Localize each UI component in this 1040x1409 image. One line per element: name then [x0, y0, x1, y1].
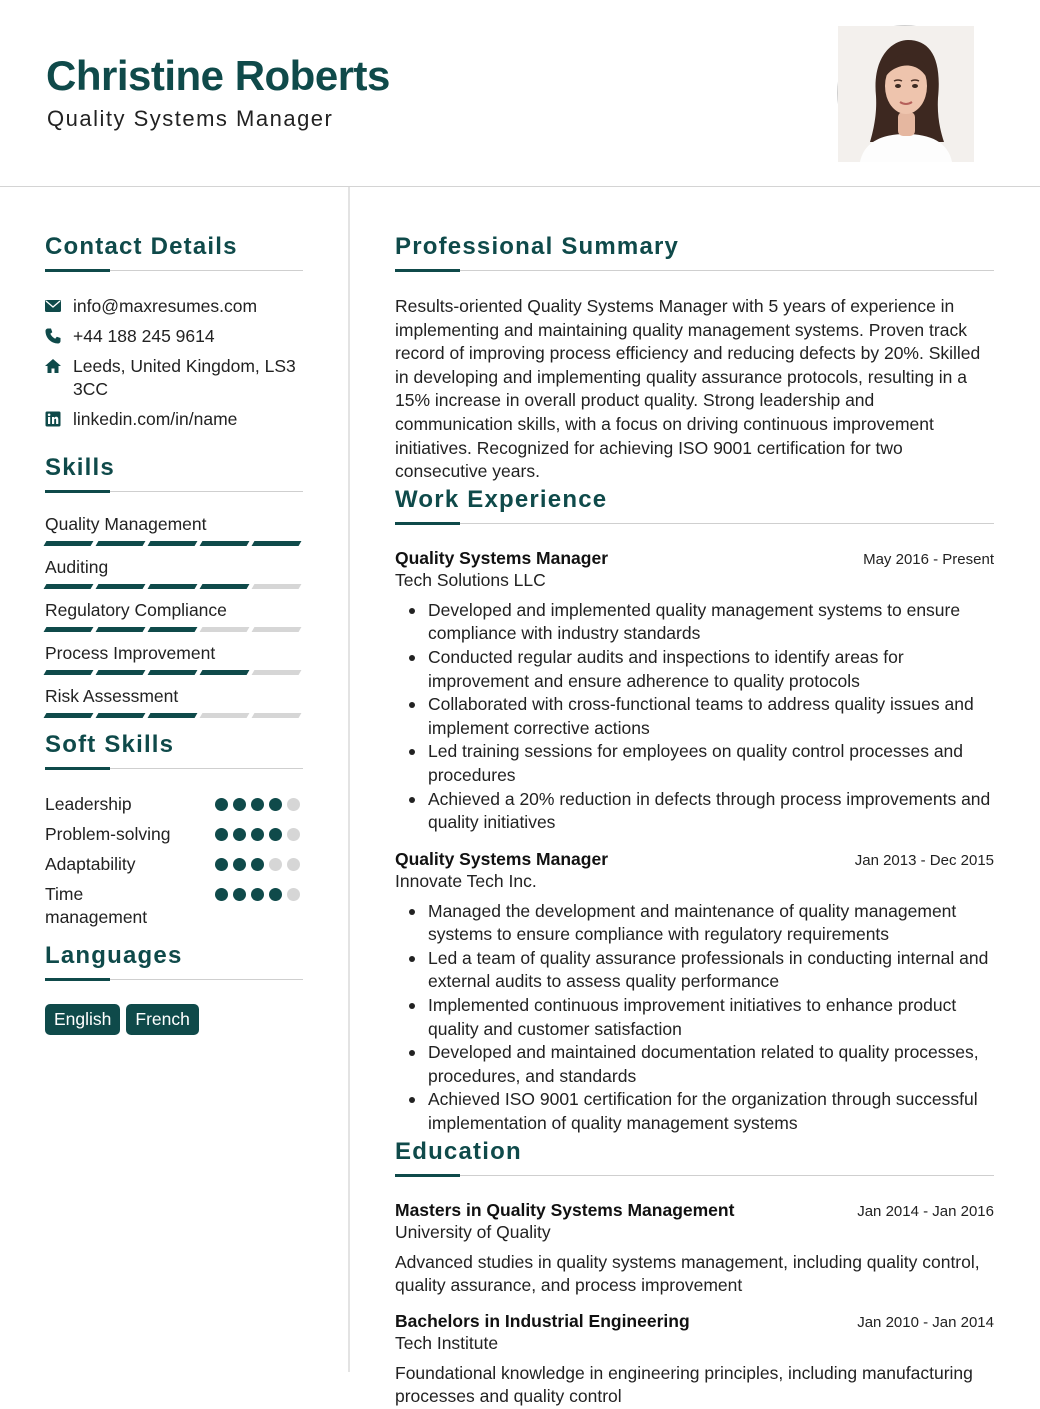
skill-item [45, 600, 303, 643]
soft-skill-dots [215, 793, 300, 816]
languages-list [45, 1004, 303, 1035]
skill-level-segment [96, 627, 146, 632]
contact-email-text: info@maxresumes.com [73, 296, 258, 316]
section-rule [395, 516, 994, 524]
job-company: Tech Solutions LLC [395, 569, 546, 590]
education-date: Jan 2014 - Jan 2016 [857, 1202, 994, 1220]
skill-level-segment [252, 627, 302, 632]
job-entry [395, 548, 994, 835]
job-title: Quality Systems Manager [395, 848, 608, 869]
job-bullet: Achieved ISO 9001 certification for the organization through successful implementation of quality management systems [395, 1088, 994, 1135]
skill-level-dot [269, 798, 282, 811]
skill-level-dot [287, 888, 300, 901]
skill-name: Quality Management [45, 514, 207, 534]
email-icon [45, 295, 73, 318]
job-title: Quality Systems Manager [395, 547, 608, 568]
skill-level-segment [252, 670, 302, 675]
skills-heading: Skills [45, 454, 115, 481]
soft-skill-item [45, 793, 303, 816]
language-badge: French [126, 1004, 198, 1035]
job-entry [395, 849, 994, 1136]
skill-level-dot [287, 858, 300, 871]
school-name: University of Quality [395, 1221, 551, 1242]
skill-item [45, 514, 303, 557]
skill-level-segment [200, 713, 250, 718]
contact-list [45, 295, 303, 431]
candidate-name: Christine Roberts [46, 52, 390, 99]
contact-linkedin[interactable] [45, 408, 303, 431]
skill-level-segment [148, 713, 198, 718]
job-company: Innovate Tech Inc. [395, 870, 537, 891]
skill-level-dot [233, 888, 246, 901]
skill-level-dot [269, 858, 282, 871]
job-bullet: Achieved a 20% reduction in defects through process improvements and quality initiatives [395, 788, 994, 835]
language-badge: English [45, 1004, 120, 1035]
soft-skill-name: Leadership [45, 794, 132, 814]
contact-linkedin-text: linkedin.com/in/name [73, 409, 238, 429]
skill-name: Process Improvement [45, 643, 216, 663]
section-rule [45, 761, 303, 769]
skill-level-segment [252, 541, 302, 546]
soft-skill-dots [215, 823, 300, 846]
job-bullet: Implemented continuous improvement initiatives to enhance product quality and customer satisfaction [395, 994, 994, 1041]
skill-level-dot [215, 888, 228, 901]
skill-level-segment [148, 670, 198, 675]
candidate-title: Quality Systems Manager [47, 106, 334, 131]
skill-level-dot [269, 828, 282, 841]
section-rule [45, 484, 303, 492]
skill-level-segment [44, 713, 94, 718]
job-bullet: Led training sessions for employees on quality control processes and procedures [395, 740, 994, 787]
skill-level-segment [148, 541, 198, 546]
home-icon [45, 355, 73, 401]
skill-level-dot [215, 798, 228, 811]
skill-level-dot [287, 798, 300, 811]
degree-title: Bachelors in Industrial Engineering [395, 1310, 690, 1331]
job-bullet: Conducted regular audits and inspections to identify areas for improvement and ensure adherence to quality protocols [395, 646, 994, 693]
skill-item [45, 643, 303, 686]
job-bullets [395, 900, 994, 1136]
experience-heading: Work Experience [395, 485, 608, 513]
skill-level-dot [215, 858, 228, 871]
job-bullet: Developed and implemented quality management systems to ensure compliance with industry standards [395, 599, 994, 646]
job-bullet: Managed the development and maintenance of quality management systems to ensure compliance with regulatory requirements [395, 900, 994, 947]
skill-level-dot [251, 798, 264, 811]
soft-skill-name: Time management [45, 884, 148, 927]
soft-skills-list [45, 793, 303, 929]
soft-skill-name: Adaptability [45, 854, 136, 874]
linkedin-icon [45, 408, 73, 431]
skill-level-dot [287, 828, 300, 841]
contact-phone[interactable] [45, 325, 303, 348]
soft-skill-item [45, 823, 303, 846]
main-content [395, 231, 994, 1409]
contact-address [45, 355, 303, 401]
skill-level-segment [200, 541, 250, 546]
skill-level-segment [44, 627, 94, 632]
skill-level-segment [200, 670, 250, 675]
job-bullet: Collaborated with cross-functional teams to address quality issues and implement corrective actions [395, 693, 994, 740]
resume-header [0, 0, 1040, 187]
contact-heading: Contact Details [45, 233, 238, 260]
job-date: May 2016 - Present [863, 550, 994, 568]
job-bullet: Developed and maintained documentation related to quality processes, procedures, and standards [395, 1041, 994, 1088]
skill-item [45, 557, 303, 600]
soft-skill-name: Problem-solving [45, 824, 171, 844]
skill-level-dot [215, 828, 228, 841]
soft-skills-heading: Soft Skills [45, 731, 175, 758]
education-entry [395, 1200, 994, 1298]
skill-level-segment [148, 627, 198, 632]
contact-email[interactable] [45, 295, 303, 318]
skill-level-segment [200, 627, 250, 632]
sidebar [45, 231, 303, 1035]
soft-skill-item [45, 883, 303, 929]
skill-level-bars [45, 670, 303, 675]
skill-level-segment [148, 584, 198, 589]
skill-level-segment [96, 584, 146, 589]
skill-level-segment [96, 541, 146, 546]
education-heading: Education [395, 1137, 522, 1165]
skill-level-dot [233, 798, 246, 811]
degree-title: Masters in Quality Systems Management [395, 1199, 735, 1220]
school-name: Tech Institute [395, 1332, 499, 1353]
skill-level-bars [45, 541, 303, 546]
skill-level-dot [251, 828, 264, 841]
education-description: Advanced studies in quality systems management, including quality control, quality assurance, and process improvement [395, 1251, 980, 1296]
skill-level-dot [251, 888, 264, 901]
profile-photo [837, 25, 973, 161]
section-rule [45, 972, 303, 980]
skill-name: Risk Assessment [45, 686, 179, 706]
skill-level-segment [96, 670, 146, 675]
contact-phone-text: +44 188 245 9614 [73, 326, 215, 346]
skill-name: Auditing [45, 557, 109, 577]
skill-level-dot [233, 828, 246, 841]
skill-level-segment [44, 670, 94, 675]
skill-item [45, 686, 303, 729]
skill-level-dot [233, 858, 246, 871]
skill-level-bars [45, 627, 303, 632]
column-divider [348, 187, 350, 1372]
skill-level-dot [269, 888, 282, 901]
education-description: Foundational knowledge in engineering principles, including manufacturing processes and quality control [395, 1362, 973, 1407]
summary-heading: Professional Summary [395, 233, 680, 260]
skill-level-segment [252, 584, 302, 589]
skill-level-dot [251, 858, 264, 871]
languages-heading: Languages [45, 942, 183, 969]
skill-level-bars [45, 713, 303, 718]
contact-address-text: Leeds, United Kingdom, LS3 3CC [73, 356, 296, 399]
job-date: Jan 2013 - Dec 2015 [854, 851, 994, 869]
summary-text: Results-oriented Quality Systems Manager with 5 years of experience in implementing and maintaining quality management systems. Proven track record of improving process efficiency and reducing defects by 20%. Skilled in developing and implementing quality assurance protocols, resulting in a 15% increase in overall product quality. Strong leadership and communication skills, with a focus on driving continuous improvement initiatives. Recognized for achieving ISO 9001 certification for two consecutive years. [395, 296, 981, 482]
skills-list [45, 514, 303, 729]
job-bullets [395, 599, 994, 835]
education-entry [395, 1311, 994, 1409]
section-rule [395, 1168, 994, 1176]
skill-level-segment [96, 713, 146, 718]
job-bullet: Led a team of quality assurance professionals in conducting internal and external audits to assess quality performance [395, 947, 994, 994]
skill-level-bars [45, 584, 303, 589]
education-date: Jan 2010 - Jan 2014 [857, 1313, 994, 1331]
skill-level-segment [200, 584, 250, 589]
soft-skill-dots [215, 853, 300, 876]
skill-level-segment [44, 541, 94, 546]
skill-name: Regulatory Compliance [45, 600, 227, 620]
section-rule [45, 263, 303, 271]
soft-skill-dots [215, 883, 300, 929]
soft-skill-item [45, 853, 303, 876]
skill-level-segment [44, 584, 94, 589]
phone-icon [45, 325, 73, 348]
section-rule [395, 263, 994, 271]
skill-level-segment [252, 713, 302, 718]
portrait-illustration [838, 26, 974, 162]
